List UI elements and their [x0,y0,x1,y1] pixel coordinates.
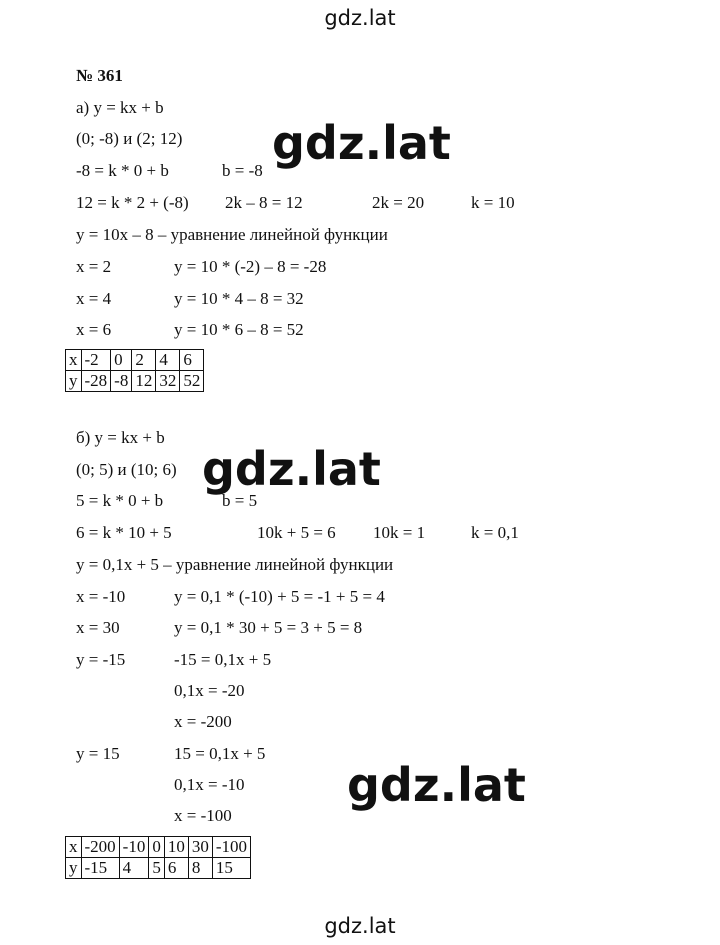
part-a-eq1: -8 = k * 0 + b [76,161,169,180]
table-cell: x [66,350,82,371]
part-b-k-value: k = 0,1 [471,523,519,542]
part-a-eq2: 12 = k * 2 + (-8) [76,193,189,212]
part-a-x3: x = 6 [76,320,112,339]
table-cell: 4 [156,350,180,371]
table-cell: -2 [81,350,111,371]
part-b-eq4-step1: 0,1x = -10 [174,775,245,794]
table-cell: 8 [188,858,212,879]
part-a-formula: а) y = kx + b [76,98,164,117]
part-b-eq3-step1: 0,1x = -20 [174,681,245,700]
part-a-k-value: k = 10 [471,193,515,212]
part-a-x1: x = 2 [76,257,112,276]
part-b-y2: y = 0,1 * 30 + 5 = 3 + 5 = 8 [174,618,363,637]
table-cell: 15 [212,858,250,879]
part-b-eq2-step1: 10k + 5 = 6 [257,523,336,542]
table-row [66,350,204,371]
table-cell: 0 [111,350,132,371]
table-cell: 30 [188,837,212,858]
table-cell: -200 [81,837,119,858]
part-b-eq3: -15 = 0,1x + 5 [174,650,272,669]
table-cell: -15 [81,858,119,879]
site-header-link[interactable]: gdz.lat [324,6,396,30]
part-b-points: (0; 5) и (10; 6) [76,460,177,479]
table-cell: 5 [149,858,165,879]
watermark: gdz.lat [272,116,451,170]
part-a-eq2-step1: 2k – 8 = 12 [225,193,303,212]
watermark: gdz.lat [202,442,381,496]
table-cell: 10 [164,837,188,858]
part-b-eq4: 15 = 0,1x + 5 [174,744,266,763]
table-cell: 6 [180,350,204,371]
table-row [66,837,251,858]
table-row [66,371,204,392]
table-cell: 12 [132,371,156,392]
table-cell: 2 [132,350,156,371]
task-number: № 361 [76,66,123,85]
part-a-function: y = 10x – 8 – уравнение линейной функции [76,225,388,244]
site-footer-link[interactable]: gdz.lat [324,914,396,938]
part-a-y2: y = 10 * 4 – 8 = 32 [174,289,304,308]
part-b-eq1: 5 = k * 0 + b [76,491,164,510]
table-cell: -10 [119,837,149,858]
part-b-x2: x = 30 [76,618,120,637]
part-a-eq2-step2: 2k = 20 [372,193,425,212]
table-cell: 4 [119,858,149,879]
table-cell: -100 [212,837,250,858]
table-cell: -8 [111,371,132,392]
part-a-y3: y = 10 * 6 – 8 = 52 [174,320,304,339]
table-cell: y [66,858,82,879]
part-b-eq2: 6 = k * 10 + 5 [76,523,172,542]
part-b-x1: x = -10 [76,587,126,606]
part-b-eq2-step2: 10k = 1 [373,523,426,542]
part-b-y3: y = -15 [76,650,126,669]
part-b-function: y = 0,1x + 5 – уравнение линейной функции [76,555,394,574]
part-b-y1: y = 0,1 * (-10) + 5 = -1 + 5 = 4 [174,587,385,606]
part-a-points: (0; -8) и (2; 12) [76,129,183,148]
part-b-formula: б) y = kx + b [76,428,165,447]
part-b-eq4-result: x = -100 [174,806,232,825]
table-cell: x [66,837,82,858]
table-cell: 52 [180,371,204,392]
part-b-b-value: b = 5 [222,491,258,510]
table-cell: -28 [81,371,111,392]
table-cell: 6 [164,858,188,879]
watermark: gdz.lat [347,758,526,812]
part-b-value-table [65,836,251,879]
part-b-eq3-result: x = -200 [174,712,232,731]
part-a-x2: x = 4 [76,289,112,308]
part-a-value-table [65,349,204,392]
table-cell: 32 [156,371,180,392]
part-a-y1: y = 10 * (-2) – 8 = -28 [174,257,327,276]
table-cell: 0 [149,837,165,858]
part-b-y4: y = 15 [76,744,120,763]
part-a-b-value: b = -8 [222,161,263,180]
table-row [66,858,251,879]
table-cell: y [66,371,82,392]
